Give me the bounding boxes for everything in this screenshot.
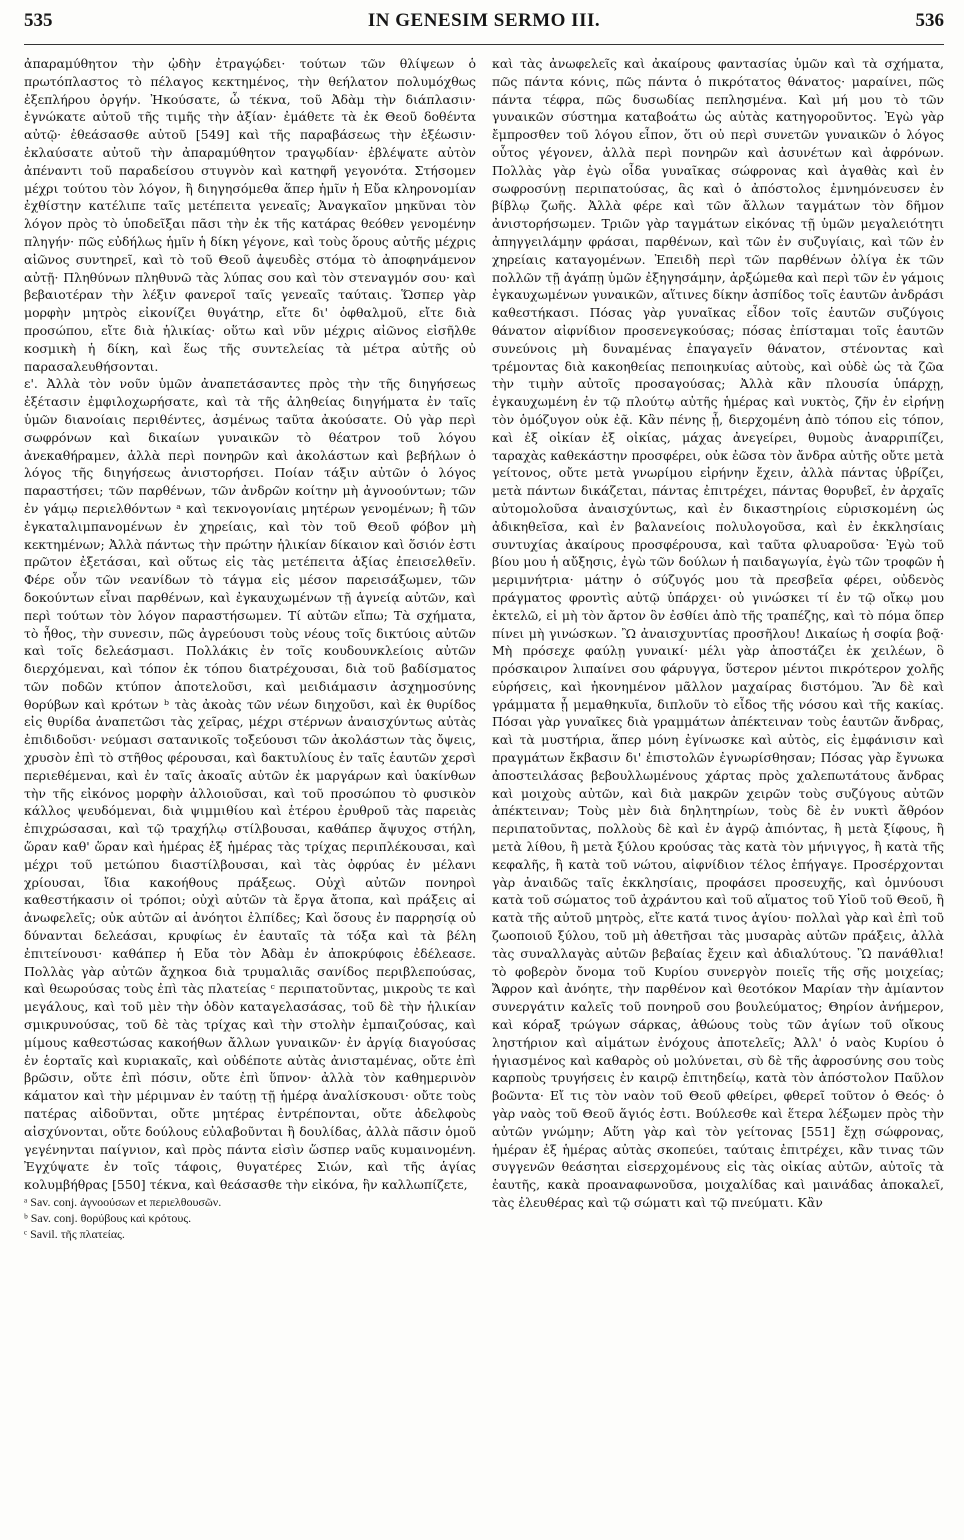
left-paragraph-1: ἀπαραμύθητον τὴν ᾠδὴν ἐτραγῴδει· τούτων τῶν θλίψεων ὁ πρωτόπλαστος τὸ πέλαγος κεκτημένος, τὴν θεήλατον πολυμόχθως ἐξεπλήρου ὀργήν. Ἠκούσατε, ὦ τέκνα, τοῦ Ἀδὰμ τὴν διάπλασιν· ἐγνώκατε αὐτοῦ τῆς τιμῆς τὴν ἀξίαν· ἐμάθετε τὰ ἐκ Θεοῦ δοθέντα αὐτῷ· ἐθεάσασθε αὐτοῦ [549] καὶ τῆς παραβάσεως τὴν ἐξέωσιν· ἐκλαύσατε αὐτοῦ τὴν ἀπαραμύθητον τραγῳδίαν· ἐβλέψατε αὐτὸν ἀπέναντι τοῦ παραδείσου στυγνὸν καὶ κατηφῆ γεγονότα. Στήσομεν μέχρι τούτου τὸν λόγον, ἢ διηγησόμεθα ἅπερ ἡμῖν ἡ Εὔα κληρονομίαν ἐχθίστην κατέλιπε ταῖς μετέπειτα γενεαῖς; Ἀναγκαῖον μηκῦναι τὸν λόγον πρὸς τὸ ὑποδεῖξαι πᾶσι τὴν ἐκ τῆς κατάρας θεόθεν γενομένην πληγήν· πῶς εὐδήλως ἡμῖν ἡ δίκη γέγονε, καὶ τοὺς ὅρους αὐτῆς μέχρις αἰῶνος συντηρεῖ, καὶ τὸ τοῦ Θεοῦ ἀψευδὲς στόμα τὸ ἀποφηνάμενον αὐτῇ· Πληθύνων πληθυνῶ τὰς λύπας σου καὶ τὸν στεναγμόν σου· καὶ βεβαιοτέραν τὴν λέξιν φανεροῖ ταῖς γενεαῖς ταύταις. Ὥσπερ γὰρ μορφὴν μητρὸς εἰκονίζει θυγάτηρ, εἴτε δι' ὀφθαλμοῦ, εἴτε διὰ προσώπου, εἴτε διὰ ἡλικίας· οὕτω καὶ νῦν μέχρις αἰῶνος εἰσῆλθε κοσμικὴ ἡ δίκη, καὶ ἕως τῆς συντελείας τὰ μέτρα αὐτῆς οὐ παρασαλευθήσονται. xyxy=(24,56,476,374)
page-number-left: 535 xyxy=(24,10,53,31)
running-title: IN GENESIM SERMO III. xyxy=(367,10,601,31)
left-paragraph-2: ε'. Ἀλλὰ τὸν νοῦν ὑμῶν ἀναπετάσαντες πρὸς τὴν τῆς διηγήσεως ἐξέτασιν ἐμφιλοχωρήσατε, καὶ τὰ τῆς ἀληθείας διηγήματα ἐν ταῖς ὑμῶν διανοίαις περιθέντες, ἀσμένως ταῦτα ἀκούσατε. Οὐ γὰρ περὶ σωφρόνων καὶ δικαίων γυναικῶν τὸ θέατρον τοῦ λόγου ἀνεκαθήραμεν, ἀλλὰ περὶ πονηρῶν καὶ ἀκολάστων καὶ βεβήλων ὁ λόγος τῆς διηγήσεως ἀνιστορήσει. Ποίαν τάξιν αὐτῶν ὁ λόγος παραστήσει; τῶν παρθένων, τῶν ἀνδρῶν κοίτην μὴ ἀγνοούντων; τῶν ἐν γάμῳ περιελθόντων ᵃ καὶ τεκνογονίαις μητέρων γενομένων; ἢ τῶν ἐγκαταλιμπανομένων ἐν χηρείαις, καὶ τὸν τοῦ Θεοῦ φόβον μὴ κεκτημένων; Ἀλλὰ πάντως τὴν πρώτην ἡλικίαν δίκαιον καὶ ὅσιόν ἐστι πρῶτον ἐξετάσαι, καὶ οὕτως εἰς τὰς μετέπειτα ἀξίας ἐπεισελθεῖν. Φέρε οὖν τῶν νεανίδων τὸ τάγμα εἰς μέσον παρεισάξωμεν, τῶν δοκούντων εἶναι παρθένων, καὶ ἐγκαυχωμένων τῇ ἁγνείᾳ αὐτῶν, καὶ περὶ τούτων τὸν λόγον παραστήσωμεν. Τί αὐτῶν εἴπω; Τὰ σχήματα, τὸ ἦθος, τὴν συνεσιν, πῶς ἀγρεύουσι τοὺς νέους τοῖς δικτύοις αὐτῶν καὶ τοῖς δελεάσμασι. Πολλάκις ἐν τοῖς κουδουνκλείοις αὐτῶν διερχόμεναι, καὶ τόπον ἐκ τόπου διατρέχουσαι, διὰ τοῦ βαδίσματος τῶν ποδῶν κτύπον ἀποτελοῦσι, καὶ μειδιάμασιν ἀσχημοσύνης θορύβων καὶ κρότων ᵇ τὰς ἀκοὰς τῶν νέων διηχοῦσι, καὶ ἐκ θυρίδος εἰς θυρίδα ἀναπετῶσι τὰς χεῖρας, μέχρι στέρνων ἀναισχύντως αὐτὰς ἐπιδιδοῦσι· νεύμασι σατανικοῖς τοξεύουσι τῶν ἀκολάστων τὰς ὄψεις, χρυσὸν ἐπὶ τὸ στῆθος φέρουσαι, καὶ δακτυλίους ἐν ταῖς ἑαυτῶν χερσὶ περιεθέμεναι, καὶ ἐν ταῖς ἀκοαῖς αὐτῶν ἐκ μαργάρων καὶ ὑακίνθων τὴν τῆς εἰκόνος μορφὴν ἀλλοιοῦσαι, καὶ τοῦ προσώπου τὸ φυσικὸν κάλλος ψευδόμεναι, διὰ ψιμμιθίου καὶ ἑτέρου ἐρυθροῦ τὰς παρειὰς ἐπιχρώσασαι, καὶ τῷ τραχήλῳ στίλβουσαι, καθάπερ ἄψυχος στήλη, ὥραν καθ' ὥραν καὶ ἡμέρας ἐξ ἡμέρας τὰς τρίχας περιπλέκουσαι, καὶ μέχρι τοῦ μετώπου διαστίλβουσαι, καὶ τὰς ὀφρύας ἐν μέλανι χρίουσαι, ἴδια κακοήθους πράξεως. Οὐχὶ αὐτῶν πονηροὶ καθεστήκασιν οἱ τρόποι; οὐχὶ αὐτῶν τὰ ἔργα ἄτοπα, καὶ πράξεις αἱ ἀνωφελεῖς; οὐκ αὐτῶν αἱ ἀνόητοι ἐλπίδες; Καὶ ὅσους ἐν παρρησίᾳ οὐ δύνανται δελεάσαι, κρυφίως ἐν ἑαυταῖς τὰ τόξα καὶ τὰ βέλη ἐπιτείνουσι· καθάπερ ἡ Εὔα τὸν Ἀδὰμ ἐν ἀποκρύφοις ἐδέλεασε. Πολλὰς γὰρ αὐτῶν ἄχηκοα διὰ τρυμαλιᾶς σανίδος περιβλεπούσας, καὶ θεωρούσας τοὺς ἐπὶ τὰς πλατείας ᶜ περιπατοῦντας, μικροὺς τε καὶ μεγάλους, καὶ τοῦ μὲν τὴν ὁδὸν καταγελασάσας, τοῦ δὲ τὴν ἡλικίαν σμικρυνούσας, τοῦ δὲ τὰς τρίχας καὶ τὴν στολὴν ἐμπαιζούσας, καὶ μίμους καθεστώσας κακοήθων ἄλλων γυναικῶν· ἐν ἀργίᾳ διαγούσας ἐν ἑορταῖς καὶ κυριακαῖς, καὶ οὐδέποτε αὐτὰς ἀνισταμένας, οὔτε ἐπὶ βρῶσιν, οὔτε ἐπὶ πόσιν, οὔτε ἐπὶ ὕπνον· ἀλλὰ τὸν καθημερινὸν κάματον καὶ τὴν μέριμναν ἐν ταύτῃ τῇ ἡμέρᾳ ἀναλίσκουσι· οὔτε τοὺς πατέρας αἰδοῦνται, οὔτε μητέρας ἐντρέπονται, οὔτε ἀδελφοὺς αἰσχύνονται, οὔτε δούλους εὐλαβοῦνται ἢ δουλίδας, ἀλλὰ πᾶσιν ὁμοῦ γεγένηνται παίγνιον, καὶ πρὸς πάντα εἰσὶν ὥσπερ ναῦς κυμαινομένη. Ἐγχύψατε ἐν τοῖς τάφοις, θυγατέρες Σιών, καὶ τῆς ἁγίας κολυμβήθρας [550] τέκνα, καὶ θεάσασθε τὴν εἰκόνα, ἣν καλλωπίζετε, xyxy=(24,376,476,1193)
footnotes xyxy=(24,1194,476,1242)
footnote-c: ᶜ Savil. τῆς πλατείας. xyxy=(24,1227,125,1241)
page-number-right: 536 xyxy=(915,10,944,31)
footnote-b: ᵇ Sav. conj. θορύβους καὶ κρότους. xyxy=(24,1211,192,1225)
right-paragraph-1: καὶ τὰς ἀνωφελεῖς καὶ ἀκαίρους φαντασίας ὑμῶν καὶ τὰ σχήματα, πῶς πάντα κόνις, πῶς πάντα ὁ πικρότατος θάνατος· μαραίνει, πῶς πάντα τέφρα, πῶς δυσωδίας πεπλησμένα. Καὶ μή μου τὸ τῶν γυναικῶν σύστημα καταβοάτω ὡς αὐτὰς κατηγοροῦντος. Ἐγὼ γὰρ ἔμπροσθεν τοῦ λόγου εἶπον, ὅτι οὐ περὶ συνετῶν γυναικῶν ὁ λόγος οὗτος γέγονεν, ἀλλὰ περὶ πονηρῶν καὶ ἀσυνέτων καὶ ἀφρόνων. Πολλὰς γὰρ ἐγὼ οἶδα γυναῖκας σώφρονας καὶ ἀγαθὰς καὶ ἐν σωφροσύνῃ περιπατούσας, ἃς καὶ ὁ ἀπόστολος ἐμνημόνευσεν ἐν βίβλῳ ζωῆς. Ἀλλὰ φέρε καὶ τῶν ἄλλων ταγμάτων τὸν δῆμον ἀνιστορήσωμεν. Τριῶν γὰρ ταγμάτων εἰκόνας τῇ ὑμῶν μεγαλειότητι ἀπηγγειλάμην φράσαι, παρθένων, καὶ τῶν ἐν συζυγίαις, καὶ τῶν ἐν χηρείαις καταγομένων. Ἐπειδὴ περὶ τῶν παρθένων ὀλίγα ἐκ τῶν πολλῶν τῇ ἀγάπῃ ὑμῶν ἐξηγησάμην, ἀρξώμεθα καὶ περὶ τῶν ἐν γάμοις ἐγκαυχωμένων γυναικῶν, αἵτινες δίκην ἀσπίδος τοῖς ἑαυτῶν ἀνδράσι καθεστήκασι. Πόσας γὰρ γυναῖκας εἶδον τοῖς ἑαυτῶν συζύγοις θάνατον αἰφνίδιον προσενεγκούσας; πόσας ἐπίσταμαι τοῖς ἑαυτῶν συνεύνοις μὴ δυναμένας ἐπαγαγεῖν θάνατον, στένοντας καὶ τρέμοντας διὰ κακοηθείας πεποιηκυίας αὐτοὺς, καὶ οὐδὲ ὡς τὰ ζῶα τὴν τιμὴν αὐτοῖς προσαγούσας; Ἀλλὰ κἂν πλουσία ὑπάρχῃ, ἐγκαυχωμένη ἐν τῷ πλούτῳ αὐτῆς ἡμέρας καὶ νυκτὸς, ζῆν ἐν εἰρήνῃ τὸν ὁμόζυγον οὐκ ἐᾷ. Κἂν πένης ᾖ, διερχομένη ἀπὸ τόπου εἰς τόπον, καὶ ἐξ οἰκίαν ἐξ οἰκίας, μάχας ἀνεγείρει, θυμοὺς ἀναρριπίζει, ταραχὰς καθεκάστην προσφέρει, οὐκ ἐῶσα τὸν ἄνδρα αὐτῆς οὔτε μετὰ γείτονος, οὔτε μετὰ γνωρίμου εἰρήνην ἔχειν, ἀλλὰ πάντας ὑβρίζει, μετὰ πάντων δικάζεται, πάντας ἐπιτρέχει, πάντας θορυβεῖ, ἐν ἀρχαῖς αὐτομολοῦσα ἀναισχύντως, καὶ ἐν δικαστηρίοις εὑρισκομένη ὡς ἀδικηθεῖσα, καὶ ἐν βαλανείοις πολυλογοῦσα, καὶ ἐν ἐκκλησίαις συντυχίας ἀκαίρους προσφέρουσα, καὶ ταῦτα φλυαροῦσα· Ἐγὼ τοῦ βίου μου ἡ αὔξησις, ἐγὼ τῶν δούλων ἡ παιδαγωγία, ἐγὼ τῶν τροφῶν ἡ μεριμνήτρια· μάτην ὁ σύζυγός μου τὰ πρεσβεῖα φέρει, οὐδενὸς πράγματος φροντὶς αὐτῷ ὑπάρχει· οὐ γινώσκει τί ἐν τῷ οἴκῳ μου ἐκτελῶ, εἰ μὴ τὸν ἄρτον ὃν ἐσθίει ἀπὸ τῆς τραπέζης, καὶ τὸ πόμα ὅπερ πίνει μὴ γινώσκων. Ὢ ἀναισχυντίας προσῆλου! Δικαίως ἡ σοφία βοᾷ· Μὴ πρόσεχε φαύλῃ γυναικί· μέλι γὰρ ἀποστάζει ἐκ χειλέων, ὃ πρόσκαιρον λιπαίνει σου φάρυγγα, ὕστερον μέντοι πικρότερον χολῆς εὑρήσεις, καὶ ἠκονημένον μᾶλλον μαχαίρας διστόμου. Ἂν δὲ καὶ γράμματα ᾖ μεμαθηκυῖα, διπλοῦν τὸ εἶδος τῆς νόσου καὶ τῆς κακίας. Πόσαι γὰρ γυναῖκες διὰ γραμμάτων ἀπέκτειναν τοὺς ἑαυτῶν ἄνδρας, καὶ τὰ μυστήρια, ἅπερ μόνη ἐγίνωσκε καὶ αὐτὸς, εἰς ἐμφάνισιν καὶ πραγμάτων ἔκβασιν δι' ἐπιστολῶν ἐγνωρίσθησαν; Πόσας γὰρ ἔγνωκα ἀποστειλάσας βεβουλλωμένους χάρτας πρὸς χαλεπωτάτους ἄνδρας καὶ μοιχοὺς αὐτῶν, καὶ διὰ μακρῶν χειρῶν τοὺς συζύγους αὐτῶν ἀπέκτειναν; Τοὺς μὲν διὰ δηλητηρίων, τοὺς δὲ ἐν νυκτὶ ἄθρόον περιπατοῦντας, πολλοὺς δὲ καὶ ἐν ἀγρῷ ἀπιόντας, ἢ μετὰ ξίφους, ἢ μετὰ λίθου, ἢ μετὰ ξύλου κρούσας τὰς κατὰ τὸν μήνιγγος, ἢ κατὰ τῆς κεφαλῆς, ἢ κατὰ τοῦ νώτου, αἰφνίδιον τέλος ἐπήγαγε. Προσέρχονται γὰρ ἀναιδῶς ταῖς ἐκκλησίαις, προφάσει προσευχῆς, καὶ ὁμνύουσι κατὰ τοῦ σώματος τοῦ ἀχράντου καὶ τοῦ αἵματος τοῦ Υἱοῦ τοῦ Θεοῦ, ἢ κατὰ τῆς αὐτοῦ μητρὸς, εἴτε κατά τινος ἁγίου· πολλαὶ γὰρ καὶ ἐπὶ τοῦ ζωοποιοῦ ξύλου, τοῦ μὴ ἀθετῆσαι τὰς μυσαρὰς αὐτῶν πράξεις, ἀλλὰ τὰς συναλλαγὰς αὐτῶν βεβαίας ἔχειν καὶ ἀδιαλύτους. Ὢ πανάθλια! τὸ φοβερὸν ὄνομα τοῦ Κυρίου συνεργὸν ποιεῖς τῆς σῆς μοιχείας; Ἄφρον καὶ ἀνόητε, τὴν παρθένον καὶ θεοτόκον Μαρίαν τὴν ἀμίαντον συνεργάτιν καλεῖς τοῦ πονηροῦ σου βουλεύματος; Θηρίον ἀνήμερον, καὶ κόραξ τρώγων σάρκας, ἀθώους τοὺς τῶν ἁγίων τοῦ οἴκους ληστήριον καὶ αἱμάτων ἐνόχους ἀποτελεῖς; Ἀλλ' ὁ ναὸς Κυρίου ὁ ἡγιασμένος καὶ καθαρὸς οὐ μολύνεται, σὺ δὲ τῆς ἀφροσύνης σου τοὺς καρποὺς τρυγήσεις ἐν καιρῷ ἐπιτηδείῳ, κατὰ τὸν ἀπόστολον Παῦλον βοῶντα· Εἴ τις τὸν ναὸν τοῦ Θεοῦ φθείρει, φθερεῖ τοῦτον ὁ Θεός· ὁ γὰρ ναὸς τοῦ Θεοῦ ἅγιός ἐστι. Βούλεσθε καὶ ἕτερα λέξωμεν πρὸς τὴν αὐτῶν γνώμην; Αὕτη γὰρ καὶ τὸν γείτονας [551] ἔχῃ σώφρονας, ἡμέραν ἐξ ἡμέρας αὐτὰς σκοπεύει, ταύταις ἐπιτρέχει, κἂν τινας τῶν συγγενῶν θεάσηται εἰσερχομένους εἰς τὰς οἰκίας αὐτῶν, αὐτοῖς τὰ ἑαυτῆς, κακὰ προαναφωνοῦσα, μοιχαλίδας καὶ μαινάδας ἀποκαλεῖ, τὰς ἐλευθέρας καὶ τῷ σώματι καὶ τῷ πνεύματι. Κἂν xyxy=(492,56,944,1210)
footnote-a: ᵃ Sav. conj. ἀγνοούσων et περιελθουσῶν. xyxy=(24,1195,222,1209)
running-header xyxy=(24,10,944,45)
left-column xyxy=(24,55,476,1523)
right-column xyxy=(492,55,944,1537)
text-columns xyxy=(24,55,944,1537)
